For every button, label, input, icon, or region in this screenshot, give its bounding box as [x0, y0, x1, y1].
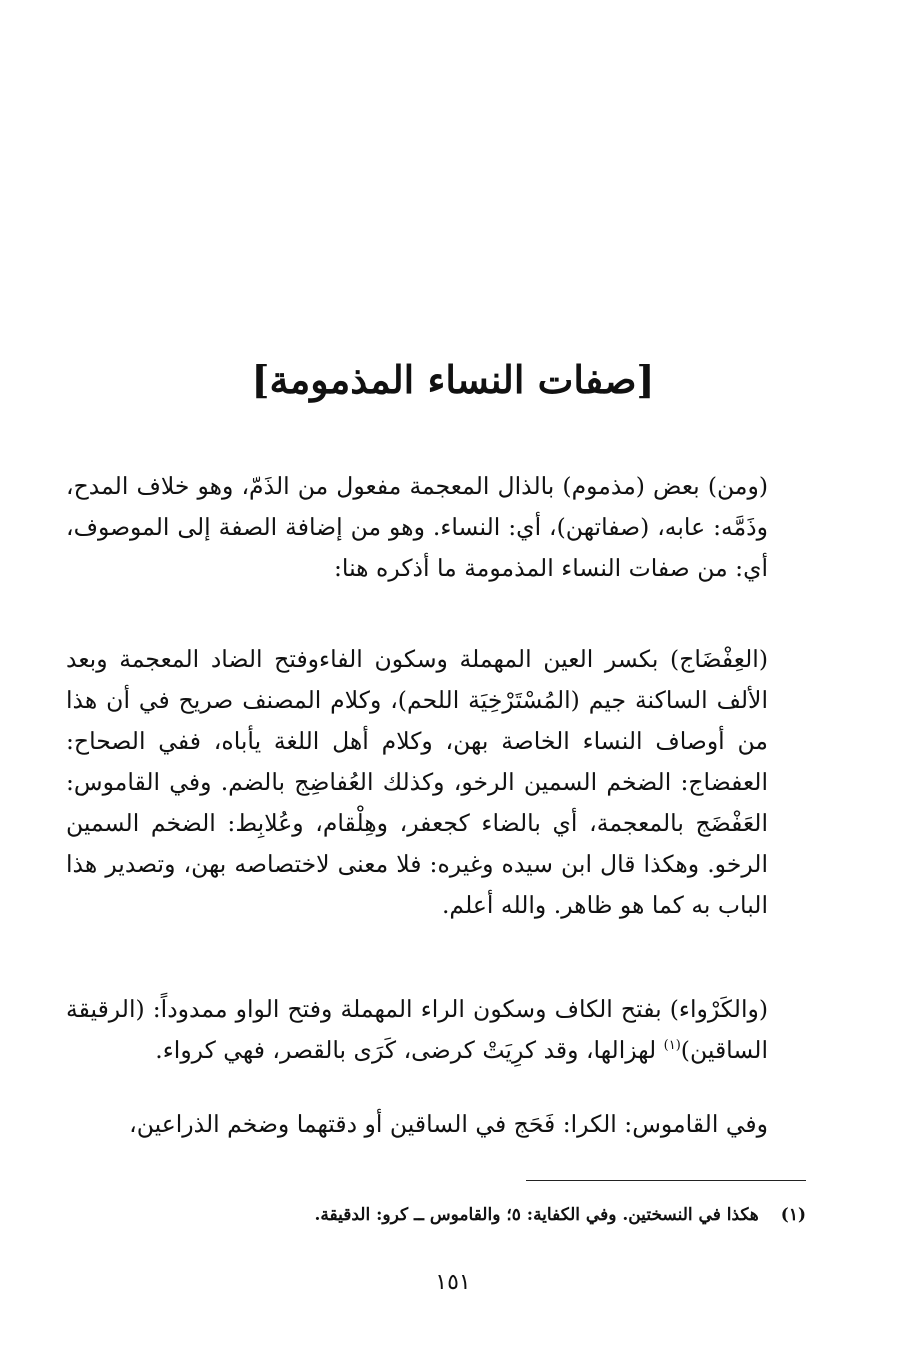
- paragraph-al-ifdaj: (العِفْضَاج) بكسر العين المهملة وسكون الفاءوفتح الضاد المعجمة وبعد الألف الساكنة جيم (المُسْتَرْخِيَة اللحم)، وكلام المصنف صريح في أن هذا من أوصاف النساء الخاصة بهن، وكلام أهل اللغة يأباه، ففي الصحاح: العفضاج: الضخم السمين الرخو، وكذلك العُفاضِج بالضم. وفي القاموس: العَفْضَج بالمعجمة، أي بالضاء كجعفر، وهِلْقام، وعُلابِط: الضخم السمين الرخو. وهكذا قال ابن سيده وغيره: فلا معنى لاختصاصه بهن، وتصدير هذا الباب به كما هو ظاهر. والله أعلم.: [66, 645, 768, 919]
- footnote-number: (١): [780, 1205, 806, 1225]
- page-number: ١٥١: [435, 1270, 471, 1295]
- paragraph-introduction: (ومن) بعض (مذموم) بالذال المعجمة مفعول من الذَمّ، وهو خلاف المدح، وذَمَّه: عابه، (صفاتهن)، أي: النساء. وهو من إضافة الصفة إلى الموصوف، أي: من صفات النساء المذمومة ما أذكره هنا:: [66, 472, 768, 582]
- paragraph-al-karwa-text-after: لهزالها، وقد كرِيَتْ كرضى، كَرَى بالقصر، فهي كرواء.: [155, 1036, 664, 1064]
- section-heading: [صفات النساء المذمومة]: [251, 357, 655, 402]
- footnote-text: هكذا في النسختين. وفي الكفاية: ٥؛ والقاموس ــ كرو: الدقيقة.: [314, 1205, 759, 1225]
- footnote: [104, 1200, 806, 1230]
- footnote-reference[interactable]: (١): [663, 1038, 681, 1054]
- paragraph-al-karwa-text-before: (والكَرْواء) بفتح الكاف وسكون الراء المهملة وفتح الواو ممدوداً: (الرقيقة الساقين): [66, 995, 768, 1064]
- paragraph-qamus-kara: وفي القاموس: الكرا: فَحَج في الساقين أو دقتهما وضخم الذراعين،: [129, 1110, 768, 1138]
- paragraph-al-karwa: [66, 989, 806, 1071]
- footnote-divider: [526, 1180, 806, 1181]
